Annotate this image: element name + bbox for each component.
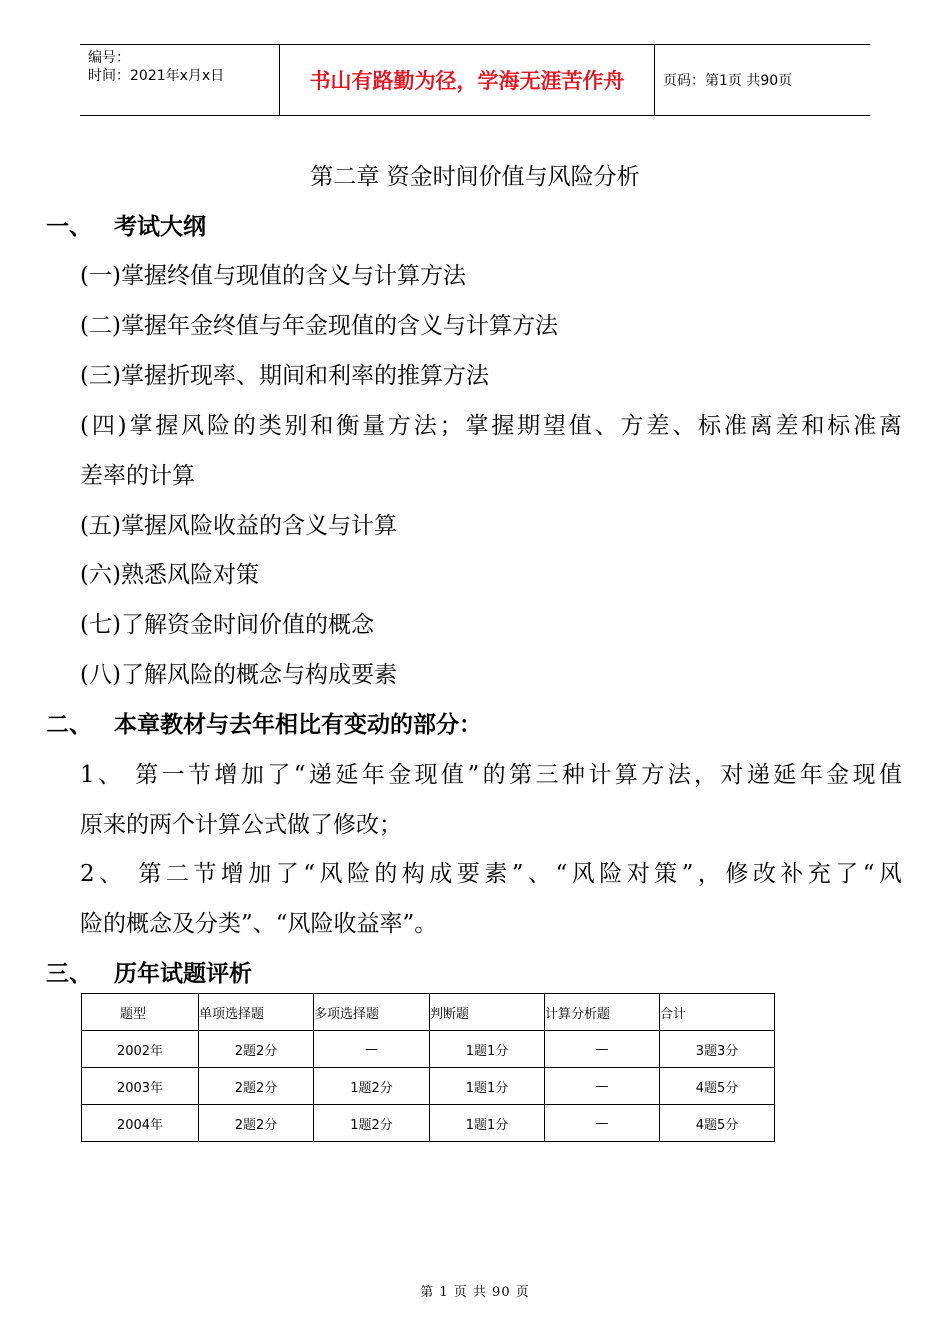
- table-cell: 2004年: [82, 1105, 199, 1142]
- section-number: 三、: [46, 961, 92, 987]
- table-header-cell: 计算分析题: [545, 994, 660, 1031]
- table-cell: 1题1分: [430, 1105, 545, 1142]
- outline-item: (六)熟悉风险对策: [80, 562, 259, 588]
- table-cell: 2题2分: [199, 1031, 314, 1068]
- table-row: [82, 1031, 775, 1068]
- table-cell: 1题1分: [430, 1031, 545, 1068]
- change-item: 2、 第二节增加了“风险的构成要素”、“风险对策”，修改补充了“风: [80, 861, 902, 887]
- table-cell: —: [545, 1105, 660, 1142]
- header-page-info: 页码：第1页 共90页: [663, 73, 793, 89]
- table-cell: 4题5分: [660, 1068, 775, 1105]
- number-label: 编号：: [88, 50, 130, 66]
- section-number: 二、: [46, 712, 92, 738]
- section-heading-3: [46, 955, 252, 988]
- outline-item: (四)掌握风险的类别和衡量方法；掌握期望值、方差、标准离差和标准离: [80, 413, 902, 439]
- table-row: [82, 1105, 775, 1142]
- table-cell: 2题2分: [199, 1068, 314, 1105]
- table-cell: 2003年: [82, 1068, 199, 1105]
- exam-stats-table: [81, 993, 775, 1142]
- outline-item: (三)掌握折现率、期间和利率的推算方法: [80, 363, 489, 389]
- page-header: [80, 44, 870, 116]
- header-motto: 书山有路勤为径，学海无涯苦作舟: [280, 45, 655, 115]
- table-header-row: [82, 994, 775, 1031]
- header-meta: [80, 45, 280, 115]
- time-label: 时间：2021年x月x日: [88, 68, 225, 84]
- section-heading-2: [46, 706, 482, 739]
- table-cell: 1题2分: [314, 1068, 430, 1105]
- outline-item: (八)了解风险的概念与构成要素: [80, 662, 397, 688]
- table-row: [82, 1068, 775, 1105]
- change-item-continued: 险的概念及分类”、“风险收益率”。: [80, 911, 438, 937]
- outline-item: (五)掌握风险收益的含义与计算: [80, 513, 397, 539]
- table-cell: 1题1分: [430, 1068, 545, 1105]
- table-cell: —: [314, 1031, 430, 1068]
- table-cell: 4题5分: [660, 1105, 775, 1142]
- table-cell: 2题2分: [199, 1105, 314, 1142]
- outline-item: (二)掌握年金终值与年金现值的含义与计算方法: [80, 313, 558, 339]
- table-cell: 2002年: [82, 1031, 199, 1068]
- section-title: 考试大纲: [114, 214, 206, 240]
- outline-item-continued: 差率的计算: [80, 463, 195, 489]
- table-header-cell: 判断题: [430, 994, 545, 1031]
- table-header-cell: 题型: [82, 994, 199, 1031]
- change-item: 1、 第一节增加了“递延年金现值”的第三种计算方法，对递延年金现值: [80, 762, 902, 788]
- table-header-cell: 合计: [660, 994, 775, 1031]
- change-item-continued: 原来的两个计算公式做了修改；: [80, 812, 402, 838]
- table-cell: —: [545, 1068, 660, 1105]
- section-heading-1: [46, 208, 206, 241]
- outline-item: (一)掌握终值与现值的含义与计算方法: [80, 263, 466, 289]
- table-cell: 3题3分: [660, 1031, 775, 1068]
- section-title: 历年试题评析: [114, 961, 252, 987]
- table-header-cell: 单项选择题: [199, 994, 314, 1031]
- table-cell: 1题2分: [314, 1105, 430, 1142]
- outline-item: (七)了解资金时间价值的概念: [80, 612, 374, 638]
- section-title: 本章教材与去年相比有变动的部分：: [114, 712, 482, 738]
- table-cell: —: [545, 1031, 660, 1068]
- table-header-cell: 多项选择题: [314, 994, 430, 1031]
- document-title: 第二章 资金时间价值与风险分析: [310, 164, 640, 190]
- page-footer: 第 1 页 共 90 页: [420, 1285, 530, 1300]
- section-number: 一、: [46, 214, 92, 240]
